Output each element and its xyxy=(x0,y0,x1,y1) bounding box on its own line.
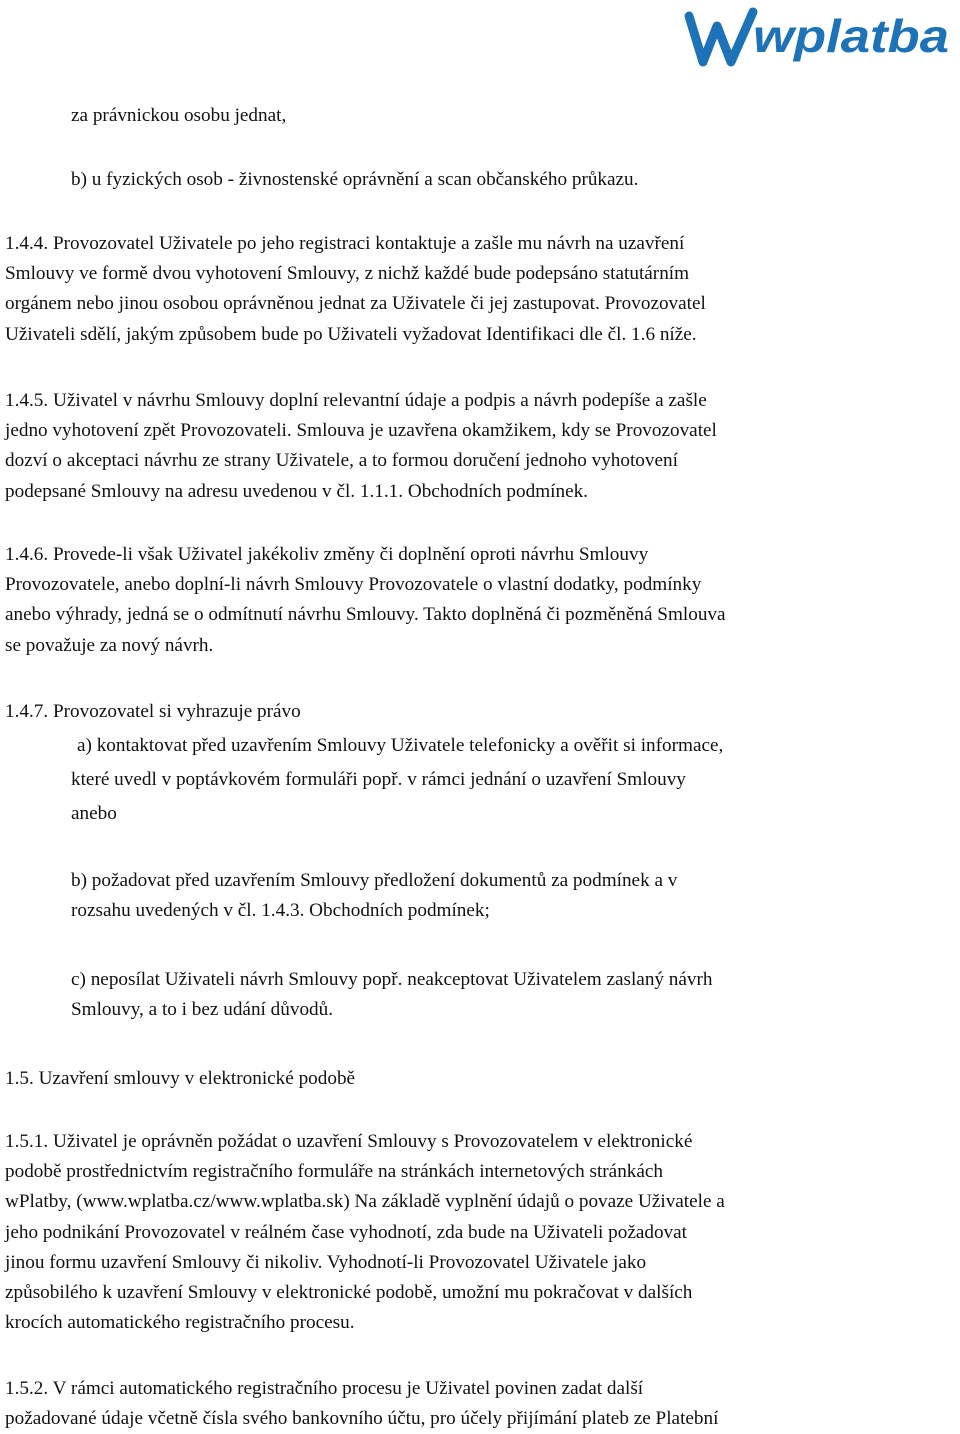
section-heading-1-5: 1.5. Uzavření smlouvy v elektronické podobě xyxy=(5,1068,356,1089)
list-item-b: b) požadovat před uzavřením Smlouvy předložení dokumentů za podmínek a v rozsahu uvedených v čl. 1.4.3. Obchodních podmínek; xyxy=(71,870,678,922)
paragraph-1-4-6: 1.4.6. Provede-li však Uživatel jakékoliv změny či doplnění oproti návrhu Smlouvy Provozovatele, anebo doplní-li návrh Smlouvy Provozovatele o vlastní dodatky, podmínky anebo výhrady, jedná se o odmítnutí návrhu Smlouvy. Takto doplněná či pozměněná Smlouva se považuje za nový návrh. xyxy=(5,544,726,656)
list-item-a: a) kontaktovat před uzavřením Smlouvy Uživatele telefonicky a ověřit si informace, které uvedl v poptávkovém formuláři popř. v rámci jednání o uzavření Smlouvy anebo xyxy=(71,735,724,824)
paragraph-1-4-5: 1.4.5. Uživatel v návrhu Smlouvy doplní relevantní údaje a podpis a návrh podepíše a zašle jedno vyhotovení zpět Provozovateli. Smlouva je uzavřena okamžikem, kdy se Provozovatel dozví o akceptaci návrhu ze strany Uživatele, a to formou doručení jednoho vyhotovení podepsané Smlouvy na adresu uvedenou v čl. 1.1.1. Obchodních podmínek. xyxy=(5,390,717,502)
logo-text: wplatba xyxy=(753,10,949,62)
paragraph-1-5-1: 1.5.1. Uživatel je oprávněn požádat o uzavření Smlouvy s Provozovatelem v elektronické podobě prostřednictvím registračního formuláře na stránkách internetových stránkách wPlatby, (www.wplatba.cz/www.wplatba.sk) Na základě vyplnění údajů o povaze Uživatele a jeho podnikání Provozovatel v reálném čase vyhodnotí, zda bude na Uživateli požadovat jinou formu uzavření Smlouvy či nikoliv. Vyhodnotí-li Provozovatel Uživatele jako způsobilého k uzavření Smlouvy v elektronické podobě, umožní mu pokračovat v dalších krocích automatického registračního procesu. xyxy=(5,1131,725,1334)
list-item-c: c) neposílat Uživateli návrh Smlouvy popř. neakceptovat Uživatelem zaslaný návrh Smlouvy, a to i bez udání důvodů. xyxy=(71,969,713,1021)
paragraph-1-4-7: 1.4.7. Provozovatel si vyhrazuje právo xyxy=(5,701,301,722)
paragraph-1-4-4: 1.4.4. Provozovatel Uživatele po jeho registraci kontaktuje a zašle mu návrh na uzavření Smlouvy ve formě dvou vyhotovení Smlouvy, z nichž každé bude podepsáno statutárním orgánem nebo jinou osobou oprávněnou jednat za Uživatele či jej zastupovat. Provozovatel Uživateli sdělí, jakým způsobem bude po Uživateli vyžadovat Identifikaci dle čl. 1.6 níže. xyxy=(5,233,706,345)
paragraph-legal-entity: za právnickou osobu jednat, xyxy=(71,105,287,126)
paragraph-item-b-natural-persons: b) u fyzických osob - živnostenské oprávnění a scan občanského průkazu. xyxy=(71,169,639,190)
wplatba-logo xyxy=(683,2,953,68)
paragraph-1-5-2: 1.5.2. V rámci automatického registračního procesu je Uživatel povinen zadat další požadované údaje včetně čísla svého bankovního účtu, pro účely přijímání plateb ze Platební xyxy=(5,1378,719,1430)
